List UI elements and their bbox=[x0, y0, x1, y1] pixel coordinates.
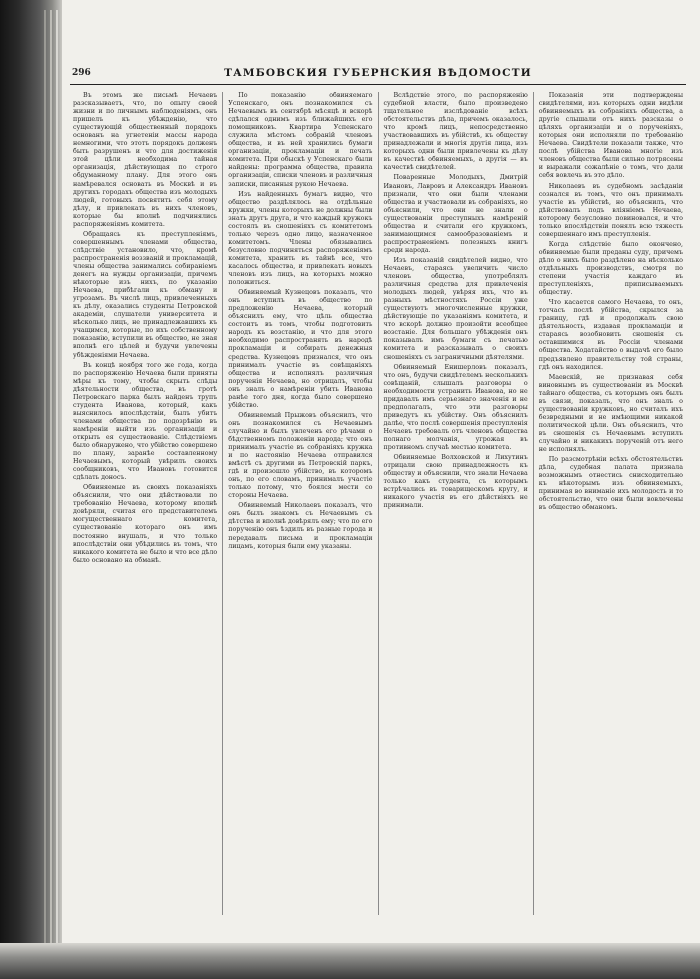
paragraph: Обвиняемые въ своихъ показаніяхъ объяснили, что они дѣйствовали по требованію Нечаева, которому вполнѣ довѣряли, считая его представителемъ могущественнаго комитета, существованіе котораго онъ имъ постоянно внушалъ, и что только впослѣдствіи они убѣдились въ томъ, что никакого комитета не было и что все дѣло было основано на обманѣ. bbox=[73, 484, 218, 564]
page-stack-edge bbox=[56, 10, 58, 949]
page-header bbox=[70, 64, 686, 85]
paragraph: Изъ найденныхъ бумагъ видно, что общество раздѣлялось на отдѣльные кружки, члены которыхъ не должны были знать другъ друга, и что каждый кружокъ состоялъ въ сношеніяхъ съ комитетомъ только черезъ одно лицо, назначенное комитетомъ. Члены обязывались безусловно подчиняться распоряженіямъ комитета, хранить въ тайнѣ все, что касалось общества, и привлекать новыхъ членовъ изъ лицъ, на которыхъ можно положиться. bbox=[228, 190, 373, 287]
text-column bbox=[378, 92, 533, 915]
page-stack-edge bbox=[50, 10, 52, 949]
newspaper-page bbox=[62, 0, 700, 945]
paragraph: Въ концѣ ноября того же года, когда по распоряженію Нечаева были приняты мѣры къ тому, чтобы скрыть слѣды дѣятельности общества, въ гротѣ Петровскаго парка былъ найденъ трупъ студента Иванова, который, какъ выяснилось впослѣдствіи, былъ убитъ членами общества по подозрѣнію въ намѣреніи выйти изъ организаціи и открыть ея существованіе. Слѣдствіемъ было обнаружено, что убійство совершено по плану, заранѣе составленному Нечаевымъ, который увѣрилъ своихъ сообщниковъ, что Ивановъ готовится сдѣлать доносъ. bbox=[73, 361, 218, 482]
paragraph: По разсмотрѣніи всѣхъ обстоятельствъ дѣла, судебная палата признала возможнымъ отнестись снисходительно къ нѣкоторымъ изъ обвиняемыхъ, принимая во вниманіе ихъ молодость и то обстоятельство, что они были вовлечены въ общество обманомъ. bbox=[538, 456, 683, 512]
journal-title: ТАМБОВСКИЯ ГУБЕРНСКИЯ ВѢДОМОСТИ bbox=[224, 67, 532, 79]
paragraph: Изъ показаній свидѣтелей видно, что Нечаевъ, стараясь увеличить число членовъ общества, употреблялъ различныя средства для привлеченія молодыхъ людей, увѣряя ихъ, что въ разныхъ мѣстностяхъ Россіи уже существуютъ многочисленные кружки, дѣйствующіе по указаніямъ комитета, и что вскорѣ должно произойти всеобщее возстаніе. Для большаго убѣжденія онъ показывалъ имъ бумаги съ печатью комитета и разсказывалъ о своихъ сношеніяхъ съ заграничными дѣятелями. bbox=[383, 256, 528, 361]
paragraph: Обвиняемый Кузнецовъ показалъ, что онъ вступилъ въ общество по предложенію Нечаева, который объяснилъ ему, что цѣль общества состоитъ въ томъ, чтобы подготовить народъ къ возстанію, и что для этого необходимо распространять въ народѣ прокламаціи и собирать денежныя средства. Кузнецовъ признался, что онъ принималъ участіе въ совѣщаніяхъ общества и исполнялъ различныя порученія Нечаева, но отрицалъ, чтобы онъ зналъ о намѣреніи убить Иванова ранѣе того дня, когда было совершено убійство. bbox=[228, 289, 373, 409]
scanner-bottom-edge bbox=[0, 943, 700, 979]
paragraph: По показанію обвиняемаго Успенскаго, онъ познакомился съ Нечаевымъ въ сентябрѣ мѣсяцѣ и вскорѣ сдѣлался однимъ изъ ближайшихъ его помощниковъ. Квартира Успенскаго служила мѣстомъ собраній членовъ общества, и въ ней хранились бумаги организаціи, прокламаціи и печать комитета. При обыскѣ у Успенскаго были найдены: программа общества, правила организаціи, списки членовъ и различныя записки, писанныя рукою Нечаева. bbox=[228, 92, 373, 188]
paragraph: Маевскій, не признавая себя виновнымъ въ существованіи въ Москвѣ тайнаго общества, съ которымъ онъ былъ въ связи, показалъ, что онъ зналъ о существованіи кружковъ, но считалъ ихъ безвредными и не имѣющими никакой политической цѣли. Онъ объяснилъ, что въ сношенія съ Нечаевымъ вступилъ случайно и никакихъ порученій отъ него не исполнялъ. bbox=[538, 373, 683, 454]
paragraph: Когда слѣдствіе было окончено, обвиняемые были преданы суду, причемъ дѣло о нихъ было раздѣлено на нѣсколько отдѣльныхъ производствъ, смотря по степени участія каждаго въ преступленіяхъ, приписываемыхъ обществу. bbox=[538, 240, 683, 297]
paragraph: Обращаясь къ преступленіямъ, совершеннымъ членами общества, слѣдствіе установило, что, кромѣ распространенія воззваній и прокламацій, члены общества занимались собираніемъ денегъ на нужды организаціи, причемъ нѣкоторые изъ нихъ, по указанію Нечаева, прибѣгали къ обману и угрозамъ. Въ числѣ лицъ, привлеченныхъ къ дѣлу, оказались студенты Петровской академіи, слушатели университета и нѣсколько лицъ, не принадлежавшихъ къ учащимся, которые, по ихъ собственному показанію, вступили въ общество, не зная вполнѣ его цѣлей и будучи увлечены убѣжденіями Нечаева. bbox=[73, 230, 218, 359]
paragraph: Что касается самого Нечаева, то онъ, тотчасъ послѣ убійства, скрылся за границу, гдѣ и продолжалъ свою дѣятельность, издавая прокламаціи и стараясь возобновить сношенія съ оставшимися въ Россіи членами общества. Ходатайство о выдачѣ его было предъявлено правительству той страны, гдѣ онъ находился. bbox=[538, 299, 683, 371]
paragraph: Показанія эти подтверждены свидѣтелями, изъ которыхъ одни видѣли обвиняемыхъ въ собраніяхъ общества, а другіе слышали отъ нихъ разсказы о цѣляхъ организаціи и о порученіяхъ, которыя они исполняли по требованію Нечаева. Свидѣтели показали также, что послѣ убійства Иванова многіе изъ членовъ общества были сильно потрясены и выражали сожалѣніе о томъ, что дали себя вовлечь въ это дѣло. bbox=[538, 92, 683, 180]
paragraph: Поваренные Молодыхъ, Дмитрій Ивановъ, Лавровъ и Александръ Ивановъ признали, что они были членами общества и участвовали въ собраніяхъ, но объяснили, что они не знали о существованіи преступныхъ намѣреній общества и считали его кружкомъ, занимающимся самообразованіемъ и распространеніемъ полезныхъ книгъ среди народа. bbox=[383, 174, 528, 254]
text-columns bbox=[68, 92, 688, 915]
paragraph: Обвиняемый Николаевъ показалъ, что онъ былъ знакомъ съ Нечаевымъ съ дѣтства и вполнѣ довѣрялъ ему; что по его порученію онъ ѣздилъ въ разные города и передавалъ письма и прокламаціи лицамъ, которыя были ему указаны. bbox=[228, 502, 373, 550]
paragraph: Обвиняемый Енишерловъ показалъ, что онъ, будучи свидѣтелемъ несколькихъ совѣщаній, слышалъ разговоры о необходимости устранить Иванова, но не придавалъ имъ серьезнаго значенія и не предполагалъ, что эти разговоры приведутъ къ убійству. Онъ объяснилъ далѣе, что послѣ совершенія преступленія Нечаевъ требовалъ отъ членовъ общества полнаго молчанія, угрожая въ противномъ случаѣ местью комитета. bbox=[383, 363, 528, 452]
text-column bbox=[68, 92, 222, 915]
page-number: 296 bbox=[72, 68, 91, 78]
paragraph: Вслѣдствіе этого, по распоряженію судебной власти, было произведено тщательное изслѣдованіе всѣхъ обстоятельствъ дѣла, причемъ оказалось, что кромѣ лицъ, непосредственно участвовавшихъ въ убійствѣ, къ обществу принадлежали и многія другія лица, изъ которыхъ одни были привлечены къ дѣлу въ качествѣ обвиняемыхъ, а другія — въ качествѣ свидѣтелей. bbox=[383, 92, 528, 172]
text-column bbox=[222, 92, 377, 915]
page-stack-edge bbox=[44, 10, 46, 949]
paragraph: Николаевъ въ судебномъ засѣданіи сознался въ томъ, что онъ принималъ участіе въ убійствѣ, но объяснилъ, что дѣйствовалъ подъ вліяніемъ Нечаева, которому безусловно повиновался, и что только впослѣдствіи понялъ всю тяжесть совершеннаго имъ преступленія. bbox=[538, 182, 683, 238]
paragraph: Въ этомъ же письмѣ Нечаевъ разсказываетъ, что, по опыту своей жизни и по личнымъ наблюденіямъ, онъ пришелъ къ убѣжденію, что существующій общественный порядокъ основанъ на угнетеніи массы народа немногими, что этотъ порядокъ долженъ быть разрушенъ и что для достиженія этой цѣли необходима тайная организація, дѣйствующая по строго обдуманному плану. Для этого онъ намѣревался основать въ Москвѣ и въ другихъ городахъ общества изъ молодыхъ людей, готовыхъ посвятить себя этому дѣлу, и привлекать въ нихъ членовъ, которые бы вполнѣ подчинялись распоряженіямъ комитета. bbox=[73, 92, 218, 228]
text-column bbox=[533, 92, 688, 915]
scanner-left-edge bbox=[0, 0, 62, 979]
paragraph: Обвиняемый Прыжовъ объяснилъ, что онъ познакомился съ Нечаевымъ случайно и былъ увлеченъ его рѣчами о бѣдственномъ положеніи народа; что онъ принималъ участіе въ собраніяхъ кружка и по настоянію Нечаева отправился вмѣстѣ съ другими въ Петровскій паркъ, гдѣ и произошло убійство, въ которомъ онъ, по его словамъ, принималъ участіе только потому, что боялся мести со стороны Нечаева. bbox=[228, 411, 373, 500]
paragraph: Обвиняемые Волховской и Лихутинъ отрицали свою принадлежность къ обществу и объяснили, что знали Нечаева только какъ студента, съ которымъ встрѣчались въ товарищескомъ кругу, и никакого участія въ его дѣйствіяхъ не принимали. bbox=[383, 454, 528, 510]
